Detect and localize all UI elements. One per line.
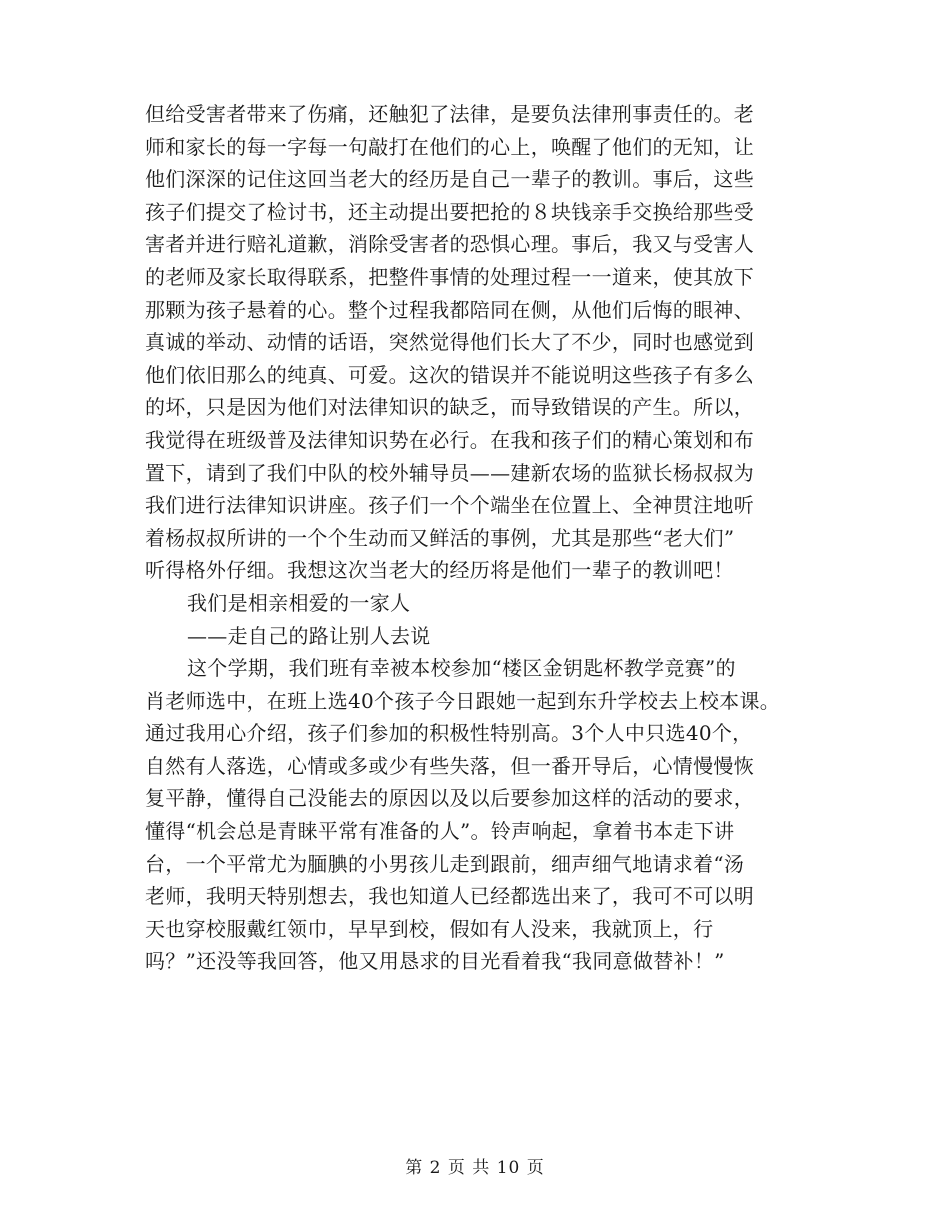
text-line: 我觉得在班级普及法律知识势在必行。在我和孩子们的精心策划和布 bbox=[145, 427, 754, 452]
text-line: 害者并进行赔礼道歉，消除受害者的恐惧心理。事后，我又与受害人 bbox=[145, 232, 754, 257]
text-line: 这个学期，我们班有幸被本校参加“楼区金钥匙杯教学竞赛”的 bbox=[187, 656, 736, 681]
text-line: 天也穿校服戴红领巾，早早到校，假如有人没来，我就顶上，行 bbox=[145, 916, 714, 941]
text-line: 吗？”还没等我回答，他又用恳求的目光看着我“我同意做替补！” bbox=[145, 949, 725, 974]
text-line: 通过我用心介绍，孩子们参加的积极性特别高。3个人中只选40个， bbox=[145, 721, 753, 746]
text-line: 但给受害者带来了伤痛，还触犯了法律，是要负法律刑事责任的。老 bbox=[145, 102, 754, 126]
text-line: 我们进行法律知识讲座。孩子们一个个端坐在位置上、全神贯注地听 bbox=[145, 493, 754, 518]
text-line: 置下，请到了我们中队的校外辅导员——建新农场的监狱长杨叔叔为 bbox=[145, 460, 754, 485]
text-line: 师和家长的每一字每一句敲打在他们的心上，唤醒了他们的无知，让 bbox=[145, 134, 754, 159]
document-body bbox=[145, 98, 825, 978]
text-line: 老师，我明天特别想去，我也知道人已经都选出来了，我可不可以明 bbox=[145, 884, 754, 909]
text-line: 真诚的举动、动情的话语，突然觉得他们长大了不少，同时也感觉到 bbox=[145, 330, 754, 355]
section-subtitle: ——走自己的路让别人去说 bbox=[187, 623, 431, 648]
text-line: 听得格外仔细。我想这次当老大的经历将是他们一辈子的教训吧！ bbox=[145, 558, 734, 583]
text-line: 自然有人落选，心情或多或少有些失落，但一番开导后，心情慢慢恢 bbox=[145, 753, 754, 778]
text-line: 那颗为孩子悬着的心。整个过程我都陪同在侧，从他们后悔的眼神、 bbox=[145, 297, 754, 322]
section-title: 我们是相亲相爱的一家人 bbox=[187, 590, 411, 615]
text-line: 台，一个平常尤为腼腆的小男孩儿走到跟前，细声细气地请求着“汤 bbox=[145, 851, 745, 876]
text-line: 复平静，懂得自己没能去的原因以及以后要参加这样的活动的要求， bbox=[145, 786, 754, 811]
page-number-footer: 第 2 页 共 10 页 bbox=[405, 1158, 545, 1178]
text-line: 他们深深的记住这回当老大的经历是自己一辈子的教训。事后，这些 bbox=[145, 167, 754, 192]
text-line: 肖老师选中，在班上选40个孩子今日跟她一起到东升学校去上校本课。 bbox=[145, 688, 781, 713]
text-line: 的老师及家长取得联系，把整件事情的处理过程一一道来，使其放下 bbox=[145, 264, 754, 289]
text-line: 他们依旧那么的纯真、可爱。这次的错误并不能说明这些孩子有多么 bbox=[145, 362, 754, 387]
text-line: 孩子们提交了检讨书，还主动提出要把抢的８块钱亲手交换给那些受 bbox=[145, 199, 754, 224]
text-line: 懂得“机会总是青睐平常有准备的人”。铃声响起，拿着书本走下讲 bbox=[145, 819, 735, 844]
text-line: 着杨叔叔所讲的一个个生动而又鲜活的事例，尤其是那些“老大们” bbox=[145, 525, 735, 550]
text-line: 的坏，只是因为他们对法律知识的缺乏，而导致错误的产生。所以， bbox=[145, 395, 754, 420]
